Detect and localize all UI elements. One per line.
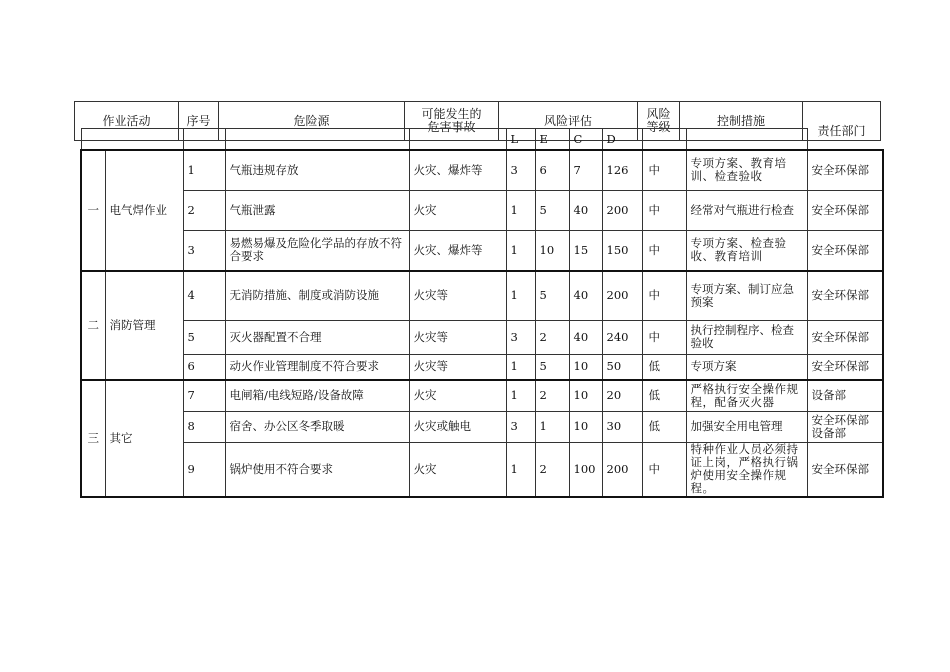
- row-dept: 安全环保部: [807, 320, 883, 354]
- row-seq: 1: [183, 150, 225, 190]
- row-d: 30: [602, 411, 642, 442]
- row-e: 2: [535, 442, 569, 497]
- header-hazard: 危险源: [219, 102, 405, 141]
- row-hazard: 气瓶违规存放: [225, 150, 409, 190]
- row-seq: 3: [183, 230, 225, 271]
- row-control: 专项方案、教育培训、检查验收: [686, 150, 807, 190]
- header-seq: 序号: [179, 102, 219, 141]
- row-d: 150: [602, 230, 642, 271]
- row-level: 中: [642, 190, 686, 230]
- row-l: 1: [506, 380, 535, 411]
- row-seq: 6: [183, 354, 225, 380]
- row-control: 专项方案、制订应急预案: [686, 271, 807, 320]
- row-dept: 安全环保部: [807, 271, 883, 320]
- row-c: 10: [569, 354, 602, 380]
- row-c: 40: [569, 190, 602, 230]
- header-control: 控制措施: [680, 102, 803, 141]
- row-level: 中: [642, 230, 686, 271]
- row-accident: 火灾: [409, 442, 506, 497]
- row-e: 5: [535, 271, 569, 320]
- row-e: 2: [535, 320, 569, 354]
- row-d: 240: [602, 320, 642, 354]
- header-accident-line1: 可能发生的: [421, 107, 482, 121]
- header-risk-level-line1: 风险: [646, 107, 671, 121]
- row-l: 3: [506, 320, 535, 354]
- row-e: 10: [535, 230, 569, 271]
- row-seq: 8: [183, 411, 225, 442]
- row-accident: 火灾: [409, 190, 506, 230]
- row-control: 加强安全用电管理: [686, 411, 807, 442]
- row-seq: 4: [183, 271, 225, 320]
- row-hazard: 无消防措施、制度或消防设施: [225, 271, 409, 320]
- row-accident: 火灾等: [409, 271, 506, 320]
- row-level: 低: [642, 380, 686, 411]
- row-l: 1: [506, 190, 535, 230]
- sub-header-l: L: [506, 129, 535, 151]
- row-level: 中: [642, 442, 686, 497]
- row-control: 经常对气瓶进行检查: [686, 190, 807, 230]
- row-l: 3: [506, 411, 535, 442]
- row-hazard: 锅炉使用不符合要求: [225, 442, 409, 497]
- header-dept: 责任部门: [803, 102, 881, 141]
- table-row: [81, 411, 883, 442]
- row-seq: 7: [183, 380, 225, 411]
- row-hazard: 气瓶泄露: [225, 190, 409, 230]
- row-e: 5: [535, 190, 569, 230]
- row-hazard: 易燃易爆及危险化学品的存放不符合要求: [225, 230, 409, 271]
- table-row: [81, 190, 883, 230]
- sub-header-d: D: [602, 129, 642, 151]
- row-l: 1: [506, 230, 535, 271]
- table-row: [81, 380, 883, 411]
- table-row: [81, 150, 883, 190]
- row-dept: 设备部: [807, 380, 883, 411]
- row-level: 中: [642, 150, 686, 190]
- row-control: 专项方案: [686, 354, 807, 380]
- row-level: 低: [642, 411, 686, 442]
- row-dept: 安全环保部设备部: [807, 411, 883, 442]
- row-hazard: 电闸箱/电线短路/设备故障: [225, 380, 409, 411]
- row-dept: 安全环保部: [807, 442, 883, 497]
- sub-header-row: [81, 129, 883, 151]
- row-control: 严格执行安全操作规程，配备灭火器: [686, 380, 807, 411]
- group-activity: 其它: [105, 380, 183, 497]
- table-row: [81, 354, 883, 380]
- row-accident: 火灾等: [409, 354, 506, 380]
- row-level: 中: [642, 320, 686, 354]
- row-e: 1: [535, 411, 569, 442]
- row-l: 1: [506, 354, 535, 380]
- group-num: 一: [81, 150, 105, 271]
- row-e: 5: [535, 354, 569, 380]
- row-accident: 火灾、爆炸等: [409, 150, 506, 190]
- table-row: [81, 442, 883, 497]
- row-accident: 火灾或触电: [409, 411, 506, 442]
- row-d: 200: [602, 190, 642, 230]
- row-level: 中: [642, 271, 686, 320]
- row-seq: 2: [183, 190, 225, 230]
- row-c: 10: [569, 411, 602, 442]
- row-c: 10: [569, 380, 602, 411]
- header-accident-line2: 危害事故: [427, 120, 476, 134]
- row-control: 特种作业人员必须持证上岗，严格执行锅炉使用安全操作规程。: [686, 442, 807, 497]
- row-dept: 安全环保部: [807, 230, 883, 271]
- row-c: 40: [569, 271, 602, 320]
- group-activity: 消防管理: [105, 271, 183, 380]
- table-row: [81, 320, 883, 354]
- group-num: 三: [81, 380, 105, 497]
- row-seq: 5: [183, 320, 225, 354]
- risk-table: [80, 128, 884, 498]
- row-d: 126: [602, 150, 642, 190]
- row-c: 40: [569, 320, 602, 354]
- sub-header-c: C: [569, 129, 602, 151]
- row-d: 200: [602, 442, 642, 497]
- row-l: 3: [506, 150, 535, 190]
- row-accident: 火灾: [409, 380, 506, 411]
- row-control: 专项方案、检查验收、教育培训: [686, 230, 807, 271]
- row-control: 执行控制程序、检查验收: [686, 320, 807, 354]
- row-hazard: 灭火器配置不合理: [225, 320, 409, 354]
- row-e: 2: [535, 380, 569, 411]
- row-hazard: 宿舍、办公区冬季取暖: [225, 411, 409, 442]
- header-risk-eval: 风险评估: [499, 102, 638, 141]
- row-dept: 安全环保部: [807, 354, 883, 380]
- row-accident: 火灾、爆炸等: [409, 230, 506, 271]
- table-row: [81, 230, 883, 271]
- row-e: 6: [535, 150, 569, 190]
- table-row: [81, 271, 883, 320]
- row-c: 15: [569, 230, 602, 271]
- row-c: 100: [569, 442, 602, 497]
- row-seq: 9: [183, 442, 225, 497]
- row-c: 7: [569, 150, 602, 190]
- sub-header-e: E: [535, 129, 569, 151]
- row-l: 1: [506, 271, 535, 320]
- header-risk-level-line2: 等级: [646, 120, 671, 134]
- row-level: 低: [642, 354, 686, 380]
- group-activity: 电气焊作业: [105, 150, 183, 271]
- row-l: 1: [506, 442, 535, 497]
- group-num: 二: [81, 271, 105, 380]
- row-d: 200: [602, 271, 642, 320]
- row-d: 20: [602, 380, 642, 411]
- row-accident: 火灾等: [409, 320, 506, 354]
- row-dept: 安全环保部: [807, 150, 883, 190]
- row-hazard: 动火作业管理制度不符合要求: [225, 354, 409, 380]
- header-activity: 作业活动: [75, 102, 179, 141]
- row-d: 50: [602, 354, 642, 380]
- row-dept: 安全环保部: [807, 190, 883, 230]
